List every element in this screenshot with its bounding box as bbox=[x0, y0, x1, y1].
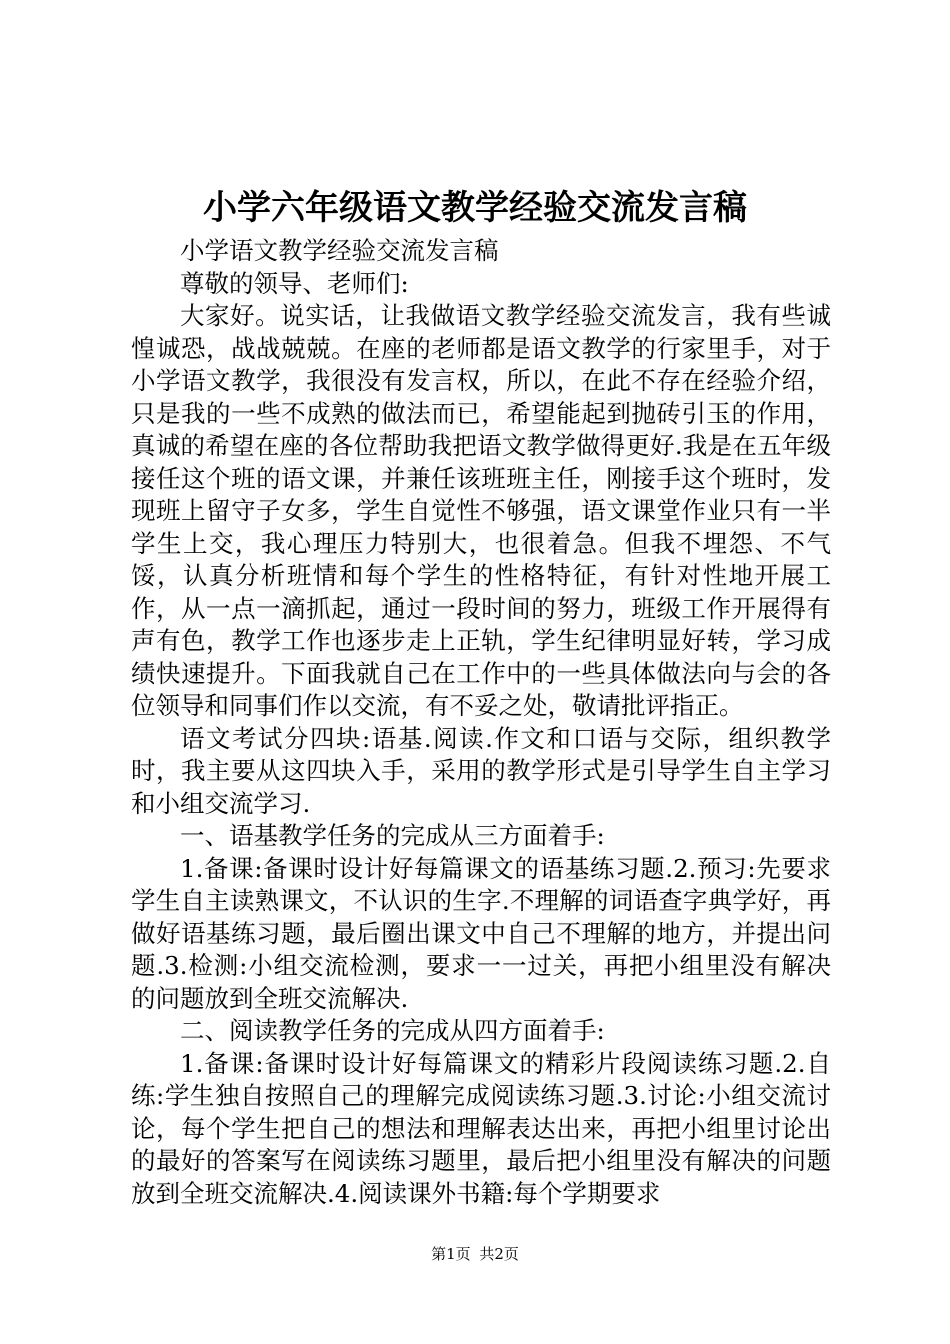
section-heading-reading: 二、阅读教学任务的完成从四方面着手: bbox=[180, 1016, 605, 1045]
paragraph-exam-parts: 语文考试分四块:语基.阅读.作文和口语与交际，组织教学时，我主要从这四块入手，采用的教学形式是引导学生自主学习和小组交流学习. bbox=[131, 723, 831, 818]
paragraph-reading-steps: 1.备课:备课时设计好每篇课文的精彩片段阅读练习题.2.自练:学生独自按照自己的理解完成阅读练习题.3.讨论:小组交流讨论，每个学生把自己的想法和理解表达出来，再把小组里讨论出的最好的答案写在阅读练习题里，最后把小组里没有解决的问题放到全班交流解决.4.阅读课外书籍:每个学期要求 bbox=[131, 1048, 831, 1208]
document-title: 小学六年级语文教学经验交流发言稿 bbox=[203, 188, 747, 228]
paragraph-salutation: 尊敬的领导、老师们: bbox=[180, 268, 409, 298]
paragraph-intro: 大家好。说实话，让我做语文教学经验交流发言，我有些诚惶诚恐，战战兢兢。在座的老师都是语文教学的行家里手，对于小学语文教学，我很没有发言权，所以，在此不存在经验介绍，只是我的一些不成熟的做法而已，希望能起到抛砖引玉的作用，真诚的希望在座的各位帮助我把语文教学做得更好.我是在五年级接任这个班的语文课，并兼任该班班主任，刚接手这个班时，发现班上留守子女多，学生自觉性不够强，语文课堂作业只有一半学生上交，我心理压力特别大，也很着急。但我不埋怨、不气馁，认真分析班情和每个学生的性格特征，有针对性地开展工作，从一点一滴抓起，通过一段时间的努力，班级工作开展得有声有色，教学工作也逐步走上正轨，学生纪律明显好转，学习成绩快速提升。下面我就自己在工作中的一些具体做法向与会的各位领导和同事们作以交流，有不妥之处，敬请批评指正。 bbox=[131, 301, 831, 720]
section-heading-basics: 一、语基教学任务的完成从三方面着手: bbox=[180, 821, 605, 850]
page-footer: 第1页 共2页 bbox=[431, 1245, 519, 1263]
document-body bbox=[131, 235, 831, 1210]
paragraph-basics-steps: 1.备课:备课时设计好每篇课文的语基练习题.2.预习:先要求学生自主读熟课文，不认识的生字.不理解的词语查字典学好，再做好语基练习题，最后圈出课文中自己不理解的地方，并提出问题.3.检测:小组交流检测，要求一一过关，再把小组里没有解决的问题放到全班交流解决. bbox=[131, 853, 831, 1013]
paragraph-subtitle: 小学语文教学经验交流发言稿 bbox=[180, 236, 499, 265]
